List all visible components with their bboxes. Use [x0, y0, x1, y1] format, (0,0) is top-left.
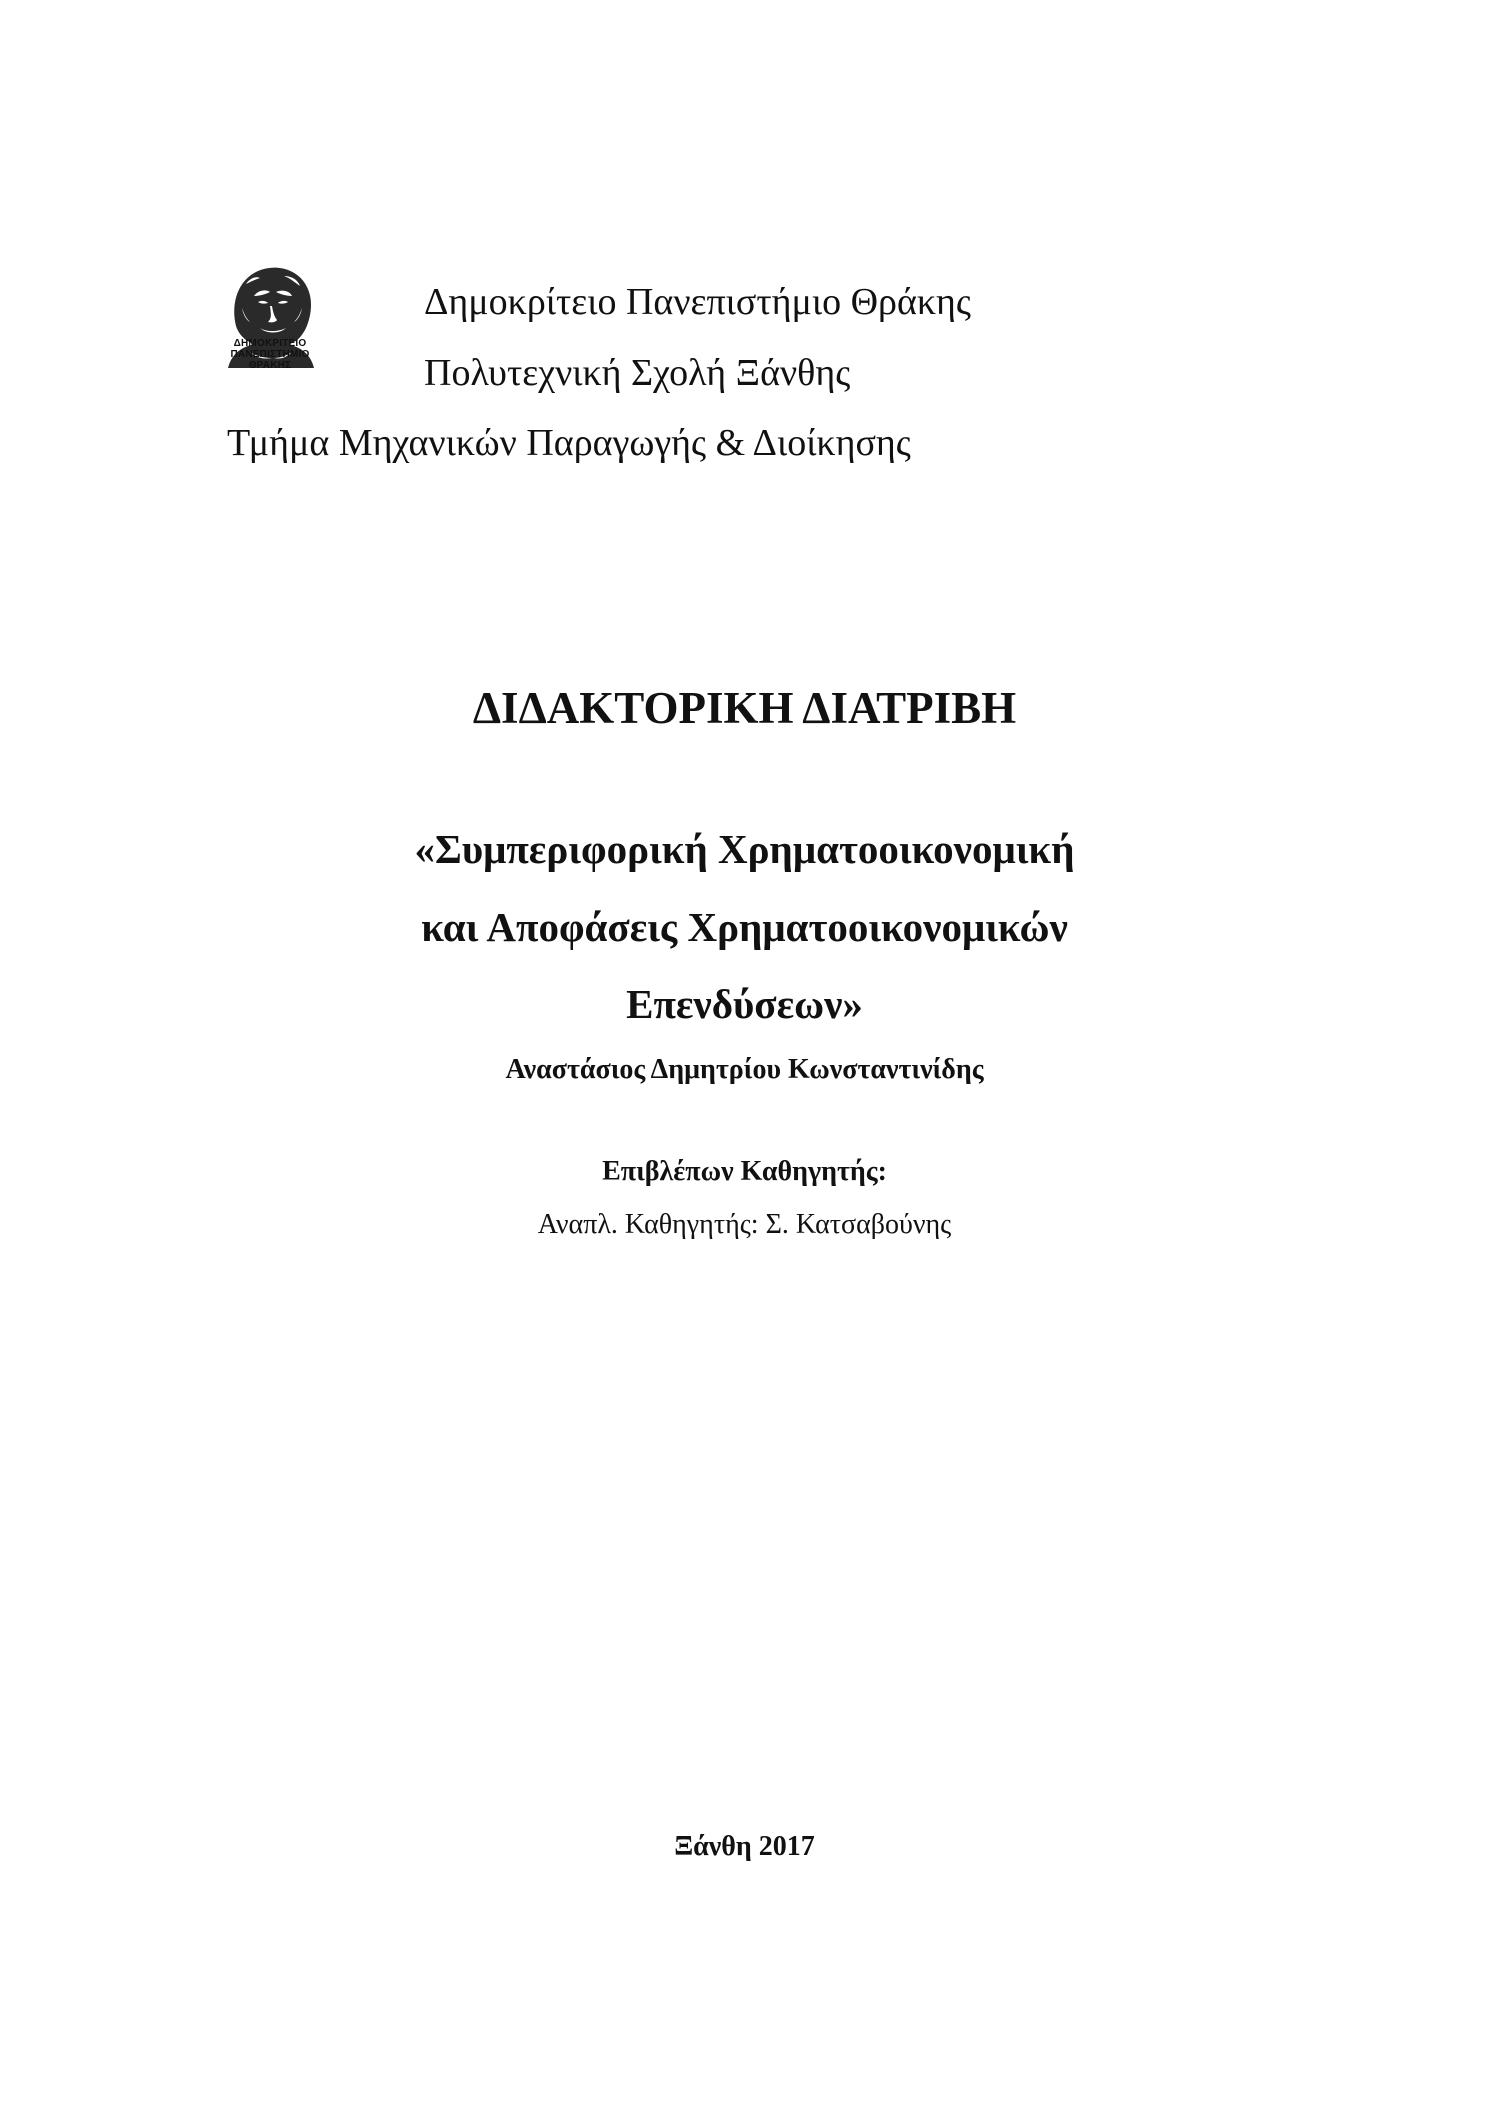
thesis-title-line: και Αποφάσεις Χρηματοοικονομικών	[421, 904, 1068, 950]
thesis-title-line: Επενδύσεων»	[626, 981, 863, 1027]
place-and-year: Ξάνθη 2017	[674, 1831, 815, 1862]
logo-caption	[200, 338, 340, 371]
supervisor-label: Επιβλέπων Καθηγητής:	[602, 1156, 887, 1187]
logo-caption-line: ΔΗΜΟΚΡΙΤΕΙΟ	[233, 338, 307, 349]
author-name: Αναστάσιος Δημητρίου Κωνσταντινίδης	[505, 1054, 984, 1085]
thesis-title-line: «Συμπεριφορική Χρηματοοικονομική	[414, 826, 1075, 872]
school-name: Πολυτεχνική Σχολή Ξάνθης	[424, 352, 851, 394]
supervisor-name: Αναπλ. Καθηγητής: Σ. Κατσαβούνης	[537, 1209, 952, 1240]
department-name: Τμήμα Μηχανικών Παραγωγής & Διοίκησης	[227, 422, 911, 464]
document-type-heading: ΔΙΔΑΚΤΟΡΙΚΗ ΔΙΑΤΡΙΒΗ	[472, 683, 1017, 733]
logo-caption-line: ΠΑΝΕΠΙΣΤΗΜΙΟ	[230, 349, 310, 360]
logo-caption-line: ΘΡΑΚΗΣ	[248, 360, 292, 371]
university-name: Δημοκρίτειο Πανεπιστήμιο Θράκης	[424, 281, 971, 323]
